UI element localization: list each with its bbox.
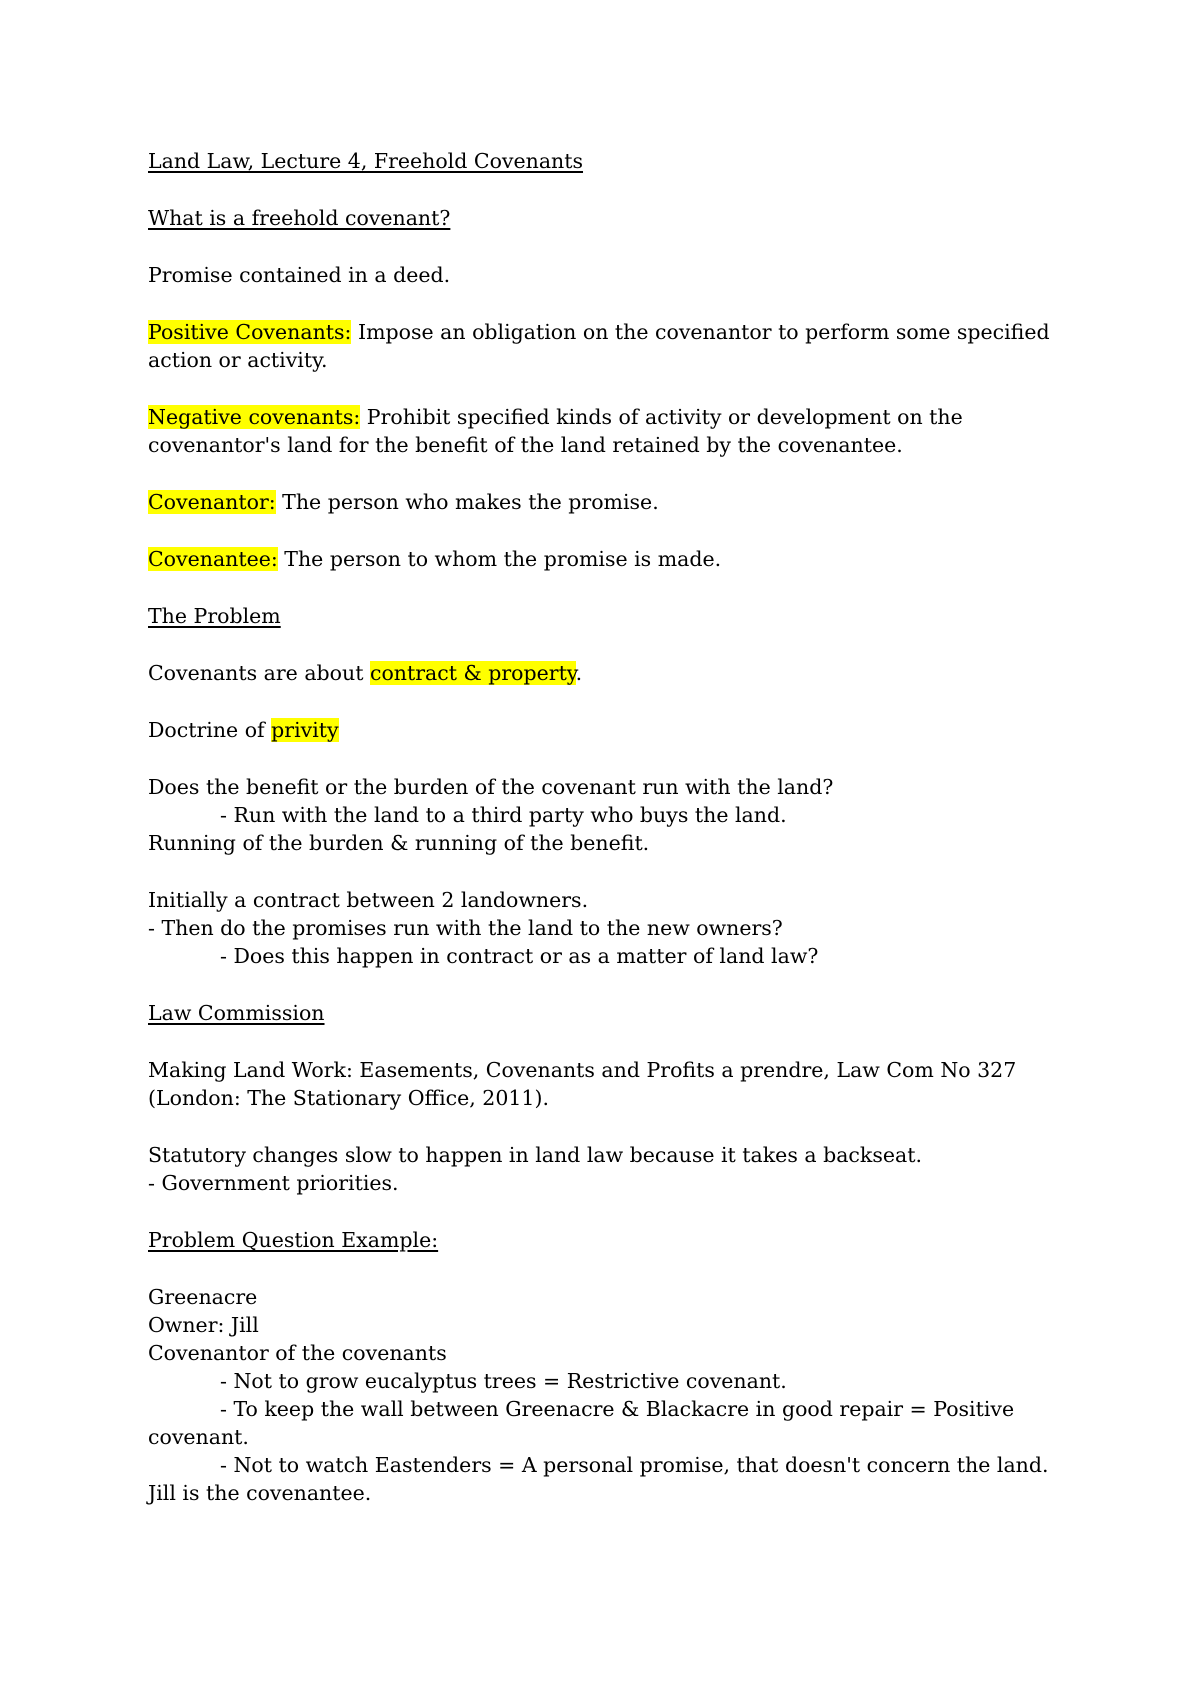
paragraph-line: Jill is the covenantee. <box>148 1481 372 1505</box>
document-title: Land Law, Lecture 4, Freehold Covenants <box>148 149 584 173</box>
paragraph-line: Covenantor of the covenants <box>148 1341 447 1365</box>
paragraph: Covenants are about contract & property. <box>148 661 583 685</box>
paragraph-line: Owner: Jill <box>148 1313 259 1337</box>
paragraph-line: Making Land Work: Easements, Covenants and Profits a prendre, Law Com No 327 <box>148 1058 1017 1082</box>
paragraph: Promise contained in a deed. <box>148 263 451 287</box>
indented-line: - Not to watch Eastenders = A personal promise, that doesn't concern the land. <box>220 1453 1049 1477</box>
paragraph-line: - Government priorities. <box>148 1171 399 1195</box>
paragraph-line: Does the benefit or the burden of the covenant run with the land? <box>148 775 834 799</box>
definition-covenantor: Covenantor: The person who makes the promise. <box>148 490 659 514</box>
highlight: contract & property <box>369 661 576 685</box>
paragraph-line: Greenacre <box>148 1285 258 1309</box>
term-highlight: Negative covenants: <box>148 405 361 429</box>
indented-line: - To keep the wall between Greenacre & Blackacre in good repair = Positive <box>220 1397 1015 1421</box>
paragraph: Doctrine of privity <box>148 718 339 742</box>
paragraph-line: covenantor's land for the benefit of the land retained by the covenantee. <box>148 433 903 457</box>
term-highlight: Covenantor: <box>148 490 276 514</box>
paragraph-line: Running of the burden & running of the benefit. <box>148 831 650 855</box>
indented-line: - Not to grow eucalyptus trees = Restrictive covenant. <box>220 1369 787 1393</box>
definition-covenantee: Covenantee: The person to whom the promise is made. <box>148 547 722 571</box>
paragraph-line: action or activity. <box>148 348 328 372</box>
paragraph-line: Statutory changes slow to happen in land law because it takes a backseat. <box>148 1143 922 1167</box>
heading-law-commission: Law Commission <box>148 1001 325 1025</box>
heading-problem-question: Problem Question Example: <box>148 1228 439 1252</box>
indented-line: - Run with the land to a third party who buys the land. <box>220 803 787 827</box>
term-highlight: Covenantee: <box>148 547 278 571</box>
definition-negative: Negative covenants: Prohibit specified kinds of activity or development on the <box>148 405 963 429</box>
term-highlight: Positive Covenants: <box>148 320 352 344</box>
paragraph-line: - Then do the promises run with the land to the new owners? <box>148 916 783 940</box>
paragraph-line: (London: The Stationary Office, 2011). <box>148 1086 549 1110</box>
definition-positive: Positive Covenants: Impose an obligation on the covenantor to perform some specified <box>148 320 1050 344</box>
paragraph-line: covenant. <box>148 1425 249 1449</box>
heading-what-is-covenant: What is a freehold covenant? <box>148 206 451 230</box>
paragraph-line: Initially a contract between 2 landowners. <box>148 888 589 912</box>
highlight: privity <box>271 718 339 742</box>
heading-the-problem: The Problem <box>148 604 281 628</box>
indented-line: - Does this happen in contract or as a matter of land law? <box>220 944 819 968</box>
